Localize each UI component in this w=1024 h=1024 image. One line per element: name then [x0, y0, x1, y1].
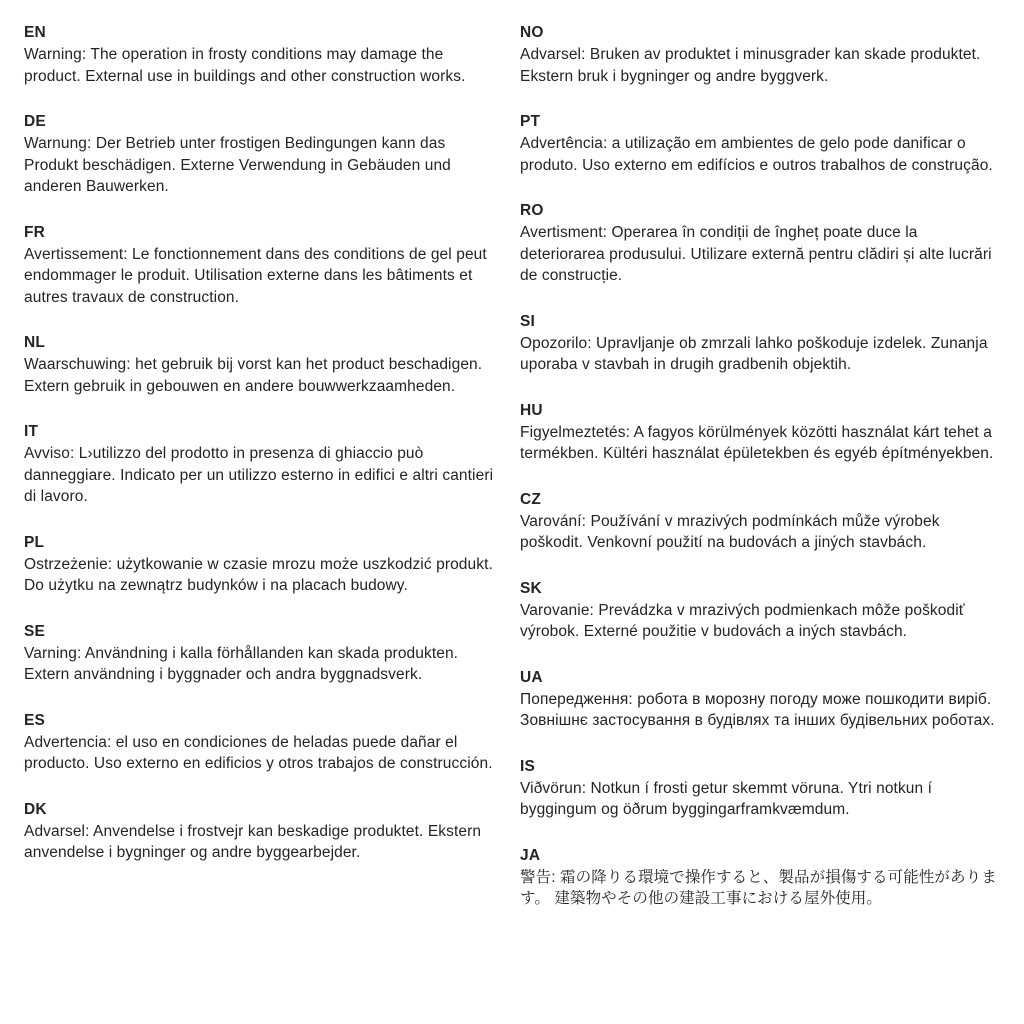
lang-code-ro: RO: [520, 202, 544, 219]
lang-section-no: [520, 22, 998, 87]
warning-text-dk: Advarsel: Anvendelse i frostvejr kan beskadige produktet. Ekstern anvendelse i bygninger og andre byggearbejder.: [24, 822, 482, 861]
lang-section-si: [520, 311, 998, 376]
lang-section-sk: [520, 578, 998, 643]
warning-text-es: Advertencia: el uso en condiciones de heladas puede dañar el producto. Uso externo en edificios y otros trabajos de construcción.: [24, 733, 493, 772]
lang-code-it: IT: [24, 423, 39, 440]
warning-text-si: Opozorilo: Upravljanje ob zmrzali lahko poškoduje izdelek. Zunanja uporaba v stavbah in drugih gradbenih objektih.: [520, 334, 988, 373]
lang-code-pt: PT: [520, 113, 541, 130]
warning-text-it: Avviso: L›utilizzo del prodotto in presenza di ghiaccio può danneggiare. Indicato per un utilizzo esterno in edifici e altri cantieri di lavoro.: [24, 445, 494, 505]
lang-code-es: ES: [24, 711, 46, 729]
lang-section-ja: [520, 845, 998, 910]
lang-code-pl: PL: [24, 533, 45, 551]
lang-section-it: [24, 421, 502, 508]
warning-text-pl: Ostrzeżenie: użytkowanie w czasie mrozu może uszkodzić produkt. Do użytku na zewnątrz budynków i na placach budowy.: [24, 555, 493, 594]
lang-section-ro: [520, 200, 998, 287]
lang-section-hu: [520, 400, 998, 465]
lang-code-is: IS: [520, 757, 536, 775]
lang-code-se: SE: [24, 622, 46, 640]
lang-section-fr: [24, 222, 502, 309]
left-column: [24, 22, 502, 1004]
warning-text-cz: Varování: Používání v mrazivých podmínkách může výrobek poškodit. Venkovní použití na budovách a jiných stavbách.: [520, 512, 940, 551]
lang-code-nl: NL: [24, 334, 46, 351]
warning-text-hu: Figyelmeztetés: A fagyos körülmények közötti használat kárt tehet a termékben. Kültéri használat épületekben és egyéb építményekben.: [520, 423, 994, 462]
lang-code-ua: UA: [520, 668, 543, 686]
warning-text-nl: Waarschuwing: het gebruik bij vorst kan het product beschadigen. Extern gebruik in gebouwen en andere bouwwerkzaamheden.: [24, 356, 483, 395]
lang-code-no: NO: [520, 24, 544, 41]
lang-code-sk: SK: [520, 579, 542, 597]
lang-code-si: SI: [520, 312, 536, 330]
right-column: [520, 22, 998, 1004]
warning-text-sk: Varovanie: Prevádzka v mrazivých podmienkach môže poškodiť výrobok. Externé použitie v budovách a iných stavbách.: [520, 601, 965, 640]
warning-text-pt: Advertência: a utilização em ambientes de gelo pode danificar o produto. Uso externo em edifícios e outros trabalhos de construção.: [520, 135, 993, 174]
warning-text-ja: 警告: 霜の降りる環境で操作すると、製品が損傷する可能性があります。 建築物やその他の建設工事における屋外使用。: [520, 868, 997, 907]
lang-section-ua: [520, 667, 998, 732]
warning-text-se: Varning: Användning i kalla förhållanden kan skada produkten. Extern användning i byggnader och andra byggnadsverk.: [24, 644, 459, 683]
lang-section-cz: [520, 489, 998, 554]
lang-section-nl: [24, 332, 502, 397]
lang-section-dk: [24, 799, 502, 864]
warning-text-ua: Попередження: робота в морозну погоду може пошкодити виріб. Зовнішнє застосування в будівлях та інших будівельних роботах.: [520, 690, 995, 729]
lang-section-es: [24, 710, 502, 775]
lang-code-ja: JA: [520, 846, 541, 864]
lang-section-en: [24, 22, 502, 87]
lang-code-fr: FR: [24, 223, 46, 241]
lang-code-en: EN: [24, 24, 46, 41]
warning-text-en: Warning: The operation in frosty conditions may damage the product. External use in buildings and other construction works.: [24, 46, 466, 85]
lang-section-se: [24, 621, 502, 686]
lang-section-is: [520, 756, 998, 821]
warning-text-ro: Avertisment: Operarea în condiții de îngheț poate duce la deteriorarea produsului. Utilizare externă pentru clădiri și alte lucrări de construcție.: [520, 224, 992, 284]
lang-code-de: DE: [24, 113, 46, 130]
warning-text-no: Advarsel: Bruken av produktet i minusgrader kan skade produktet. Ekstern bruk i bygninger og andre byggverk.: [520, 46, 981, 85]
lang-section-pt: [520, 111, 998, 176]
lang-section-de: [24, 111, 502, 198]
lang-code-dk: DK: [24, 800, 47, 818]
lang-code-cz: CZ: [520, 490, 542, 508]
warning-text-fr: Avertissement: Le fonctionnement dans des conditions de gel peut endommager le produit. Utilisation externe dans les bâtiments et autres travaux de construction.: [24, 245, 487, 306]
lang-code-hu: HU: [520, 401, 543, 419]
warning-text-is: Viðvörun: Notkun í frosti getur skemmt vöruna. Ytri notkun í byggingum og öðrum byggingarframkvæmdum.: [520, 779, 933, 818]
lang-section-pl: [24, 532, 502, 597]
warning-text-de: Warnung: Der Betrieb unter frostigen Bedingungen kann das Produkt beschädigen. Externe Verwendung in Gebäuden und anderen Bauwerken.: [24, 135, 451, 195]
